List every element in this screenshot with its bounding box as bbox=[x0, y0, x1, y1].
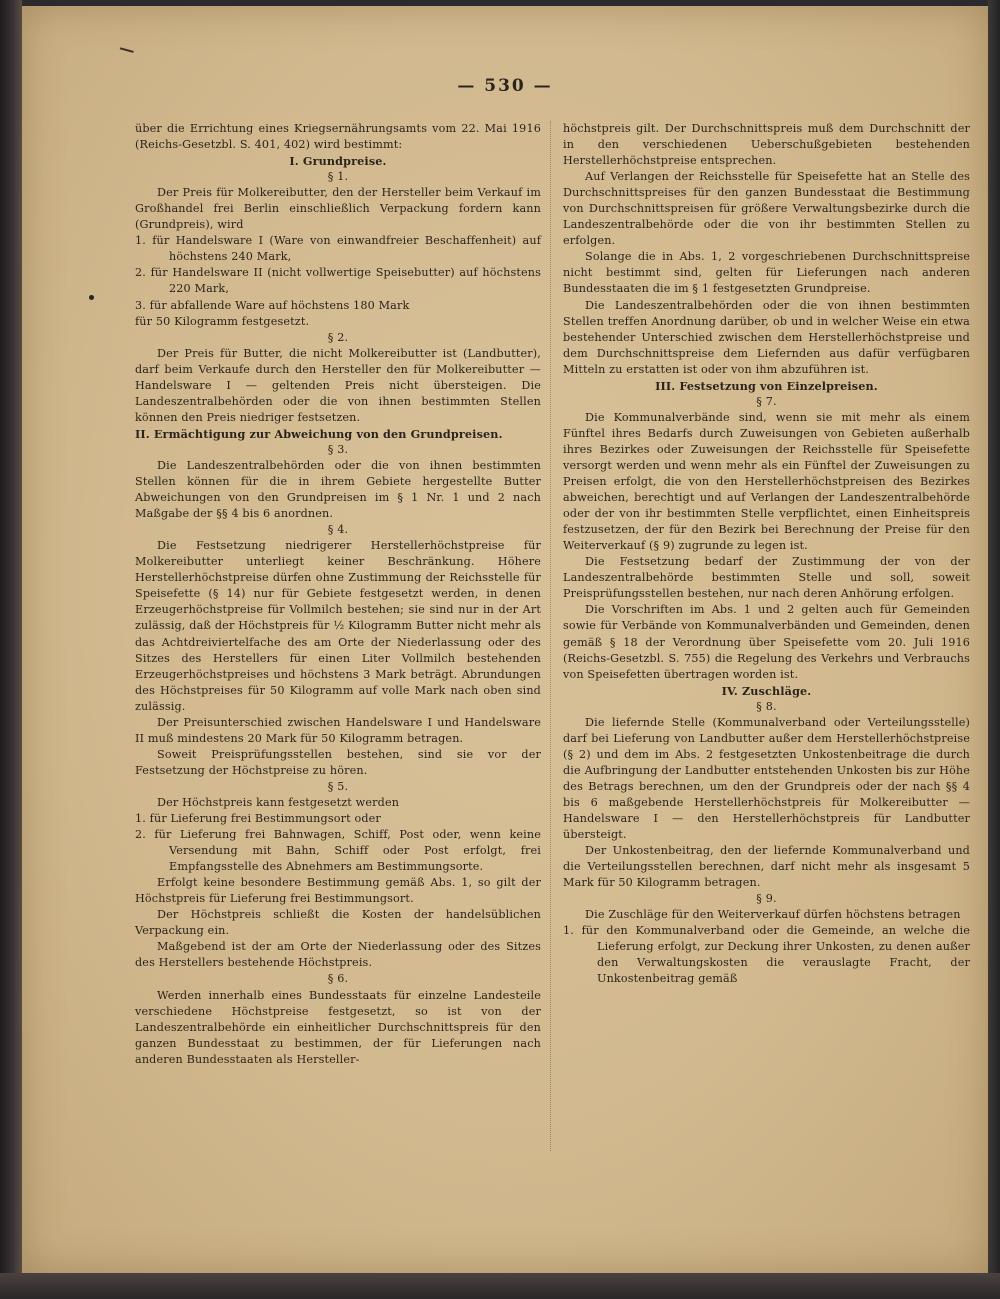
pencil-mark bbox=[118, 47, 134, 58]
scan-right-edge bbox=[988, 0, 1000, 1299]
paragraph: Die Zuschläge für den Weiterverkauf dürfen höchstens betragen bbox=[585, 908, 961, 922]
paragraph: Die Landeszentralbehörden oder die von ihnen bestimmten Stellen können für die in ihrem Gebiete hergestellte Butter Abweichungen von den Grundpreisen im § 1 Nr. 1 und 2 nach Maßgabe der §§ 4 bis 6 anordnen. bbox=[135, 458, 541, 521]
paragraph: Werden innerhalb eines Bundesstaats für einzelne Landesteile verschiedene Höchstpreise festgesetzt, so ist von der Landeszentralbehörde ein einheitlicher Durchschnittspreis für den ganzen Bundesstaat zu bestimmen, der für Lieferungen nach anderen Bundesstaaten als Hersteller- bbox=[135, 988, 541, 1066]
section-heading: § 3. bbox=[327, 442, 349, 456]
paragraph: Soweit Preisprüfungsstellen bestehen, sind sie vor der Festsetzung der Höchstpreise zu hören. bbox=[135, 747, 541, 777]
section-heading: § 7. bbox=[756, 394, 777, 408]
section-heading: § 1. bbox=[327, 170, 349, 184]
section-heading: § 5. bbox=[327, 779, 349, 793]
page-number: — 530 — bbox=[457, 76, 553, 96]
paragraph: Der Höchstpreis kann festgesetzt werden bbox=[157, 795, 400, 809]
paragraph: höchstpreis gilt. Der Durchschnittspreis muß dem Durchschnitt der in den verschiedenen Ueberschußgebieten bestehenden Herstellerhöchstpreise entsprechen. bbox=[563, 122, 970, 168]
list-item: 2. für Handelsware II (nicht vollwertige Speisebutter) auf höchstens 220 Mark, bbox=[135, 266, 541, 296]
column-divider bbox=[550, 121, 551, 1151]
paragraph: Die Festsetzung bedarf der Zustimmung der von der Landeszentralbehörde bestimmten Stelle und soll, soweit Preisprüfungsstellen bestehen, nur nach deren Anhörung erfolgen. bbox=[563, 555, 970, 601]
paragraph: Die Festsetzung niedrigerer Herstellerhöchstpreise für Molkereibutter unterliegt keiner Beschränkung. Höhere Herstellerhöchstpreise dürfen ohne Zustimmung der Reichsstelle für Speisefette (§ 14) nur für Gebiete festgesetzt werden, in denen Erzeugerhöchstpreise für Vollmilch bestehen; sie sind nur in der Art zulässig, daß der Höchstpreis für ½ Kilogramm Butter nicht mehr als das Achtdreiviertelfache des am Orte der Niederlassung oder des Sitzes des Herstellers für einen Liter Vollmilch bestehenden Erzeugerhöchstpreises und höchstens 3 Mark beträgt. Abrundungen des Höchstpreises für 50 Kilogramm auf volle Mark nach oben sind zulässig. bbox=[135, 539, 541, 713]
list-item: 1. für den Kommunalverband oder die Gemeinde, an welche die Lieferung erfolgt, zur Deckung ihrer Unkosten, zu denen außer den Verwaltungskosten die verauslagte Fracht, der Unkostenbeitrag gemäß bbox=[563, 924, 970, 986]
list-item: 1. für Lieferung frei Bestimmungsort oder bbox=[135, 812, 381, 826]
document-page bbox=[22, 6, 988, 1273]
left-column bbox=[135, 121, 541, 1068]
section-heading: IV. Zuschläge. bbox=[721, 683, 812, 698]
list-item: 2. für Lieferung frei Bahnwagen, Schiff, Post oder, wenn keine Versendung mit Bahn, Schiff oder Post erfolgt, frei Empfangsstelle des Abnehmers am Bestimmungsorte. bbox=[135, 828, 541, 874]
section-heading: § 6. bbox=[327, 972, 349, 986]
paragraph: Der Höchstpreis schließt die Kosten der handelsüblichen Verpackung ein. bbox=[135, 908, 541, 938]
right-column bbox=[563, 121, 970, 988]
section-heading: § 2. bbox=[327, 330, 349, 344]
paragraph: Der Preis für Butter, die nicht Molkereibutter ist (Landbutter), darf beim Verkaufe durch den Hersteller den für Molkereibutter — Handelsware I — geltenden Preis nicht übersteigen. Die Landeszentralbehörden oder die von ihnen bestimmten Stellen können den Preis niedriger festsetzen. bbox=[135, 346, 541, 424]
paragraph: II. Ermächtigung zur Abweichung von den Grundpreisen. bbox=[135, 426, 503, 441]
paragraph: Die liefernde Stelle (Kommunalverband oder Verteilungsstelle) darf bei Lieferung von Landbutter außer dem Herstellerhöchstpreise (§ 2) und dem im Abs. 2 festgesetzten Unkostenbeitrage die durch die Aufbringung der Landbutter entstehenden Unkosten bis zur Höhe des Betrags berechnen, um den der Grundpreis oder der nach §§ 4 bis 6 maßgebende Herstellerhöchstpreis für Molkereibutter — Handelsware I — den Herstellerhöchstpreis für Landbutter übersteigt. bbox=[563, 715, 970, 842]
paragraph: Der Preisunterschied zwischen Handelsware I und Handelsware II muß mindestens 20 Mark für 50 Kilogramm betragen. bbox=[135, 715, 541, 745]
section-heading: § 9. bbox=[756, 892, 777, 906]
paragraph: für 50 Kilogramm festgesetzt. bbox=[135, 314, 310, 328]
section-heading: § 8. bbox=[756, 699, 777, 713]
paragraph: Auf Verlangen der Reichsstelle für Speisefette hat an Stelle des Durchschnittspreises für den ganzen Bundesstaat die Bestimmung von Durchschnittspreisen für größere Verwaltungsbezirke durch die Landeszentralbehörde oder die von ihr bestimmten Stellen zu erfolgen. bbox=[563, 170, 970, 248]
scan-binding-edge bbox=[0, 0, 22, 1299]
section-heading: III. Festsetzung von Einzelpreisen. bbox=[655, 378, 878, 393]
paragraph: Die Vorschriften im Abs. 1 und 2 gelten auch für Gemeinden sowie für Verbände von Kommunalverbänden und Gemeinden, denen gemäß § 18 der Verordnung über Speisefette vom 20. Juli 1916 (Reichs-Gesetzbl. S. 755) die Regelung des Verkehrs und Verbrauchs von Speisefetten übertragen worden ist. bbox=[563, 603, 970, 681]
paragraph: Der Preis für Molkereibutter, den der Hersteller beim Verkauf im Großhandel frei Berlin einschließlich Verpackung fordern kann (Grundpreis), wird bbox=[135, 186, 541, 232]
paragraph: Die Kommunalverbände sind, wenn sie mit mehr als einem Fünftel ihres Bedarfs durch Zuweisungen von Gebieten außerhalb ihres Bezirkes oder Zuweisungen der Reichsstelle für Speisefette versorgt werden und wenn mehr als ein Fünftel der Zuweisungen zu Preisen erfolgt, die von den Herstellerhöchstpreisen des Bezirkes abweichen, berechtigt und auf Verlangen der Landeszentralbehörde oder der von ihr bestimmten Stelle verpflichtet, einen Einheitspreis festzusetzen, der für den Bezirk bei Berechnung der Preise für den Weiterverkauf (§ 9) zugrunde zu legen ist. bbox=[563, 410, 970, 553]
section-heading: § 4. bbox=[327, 523, 349, 537]
paragraph: Die Landeszentralbehörden oder die von ihnen bestimmten Stellen treffen Anordnung darüber, ob und in welcher Weise ein etwa bestehender Unterschied zwischen dem Herstellerhöchstpreise und dem Durchschnittspreise dem Liefernden aus dafür verfügbaren Mitteln zu erstatten ist oder von ihm abzuführen ist. bbox=[563, 298, 970, 376]
list-item: 3. für abfallende Ware auf höchstens 180 Mark bbox=[135, 298, 410, 312]
paragraph: Solange die in Abs. 1, 2 vorgeschriebenen Durchschnittspreise nicht bestimmt sind, gelten für Lieferungen nach anderen Bundesstaaten die im § 1 festgesetzten Grundpreise. bbox=[563, 250, 970, 296]
list-item: 1. für Handelsware I (Ware von einwandfreier Beschaffenheit) auf höchstens 240 Mark, bbox=[135, 234, 541, 264]
scan-bottom-edge bbox=[0, 1273, 1000, 1299]
margin-dot bbox=[89, 295, 94, 300]
paragraph: Erfolgt keine besondere Bestimmung gemäß Abs. 1, so gilt der Höchstpreis für Lieferung frei Bestimmungsort. bbox=[135, 876, 541, 906]
paragraph: Maßgebend ist der am Orte der Niederlassung oder des Sitzes des Herstellers bestehende Höchstpreis. bbox=[135, 940, 541, 970]
paragraph: Der Unkostenbeitrag, den der liefernde Kommunalverband und die Verteilungsstellen berechnen, darf nicht mehr als insgesamt 5 Mark für 50 Kilogramm betragen. bbox=[563, 844, 970, 890]
section-heading: I. Grundpreise. bbox=[289, 154, 387, 169]
paragraph: über die Errichtung eines Kriegsernährungsamts vom 22. Mai 1916 (Reichs-Gesetzbl. S. 401, 402) wird bestimmt: bbox=[135, 122, 541, 152]
